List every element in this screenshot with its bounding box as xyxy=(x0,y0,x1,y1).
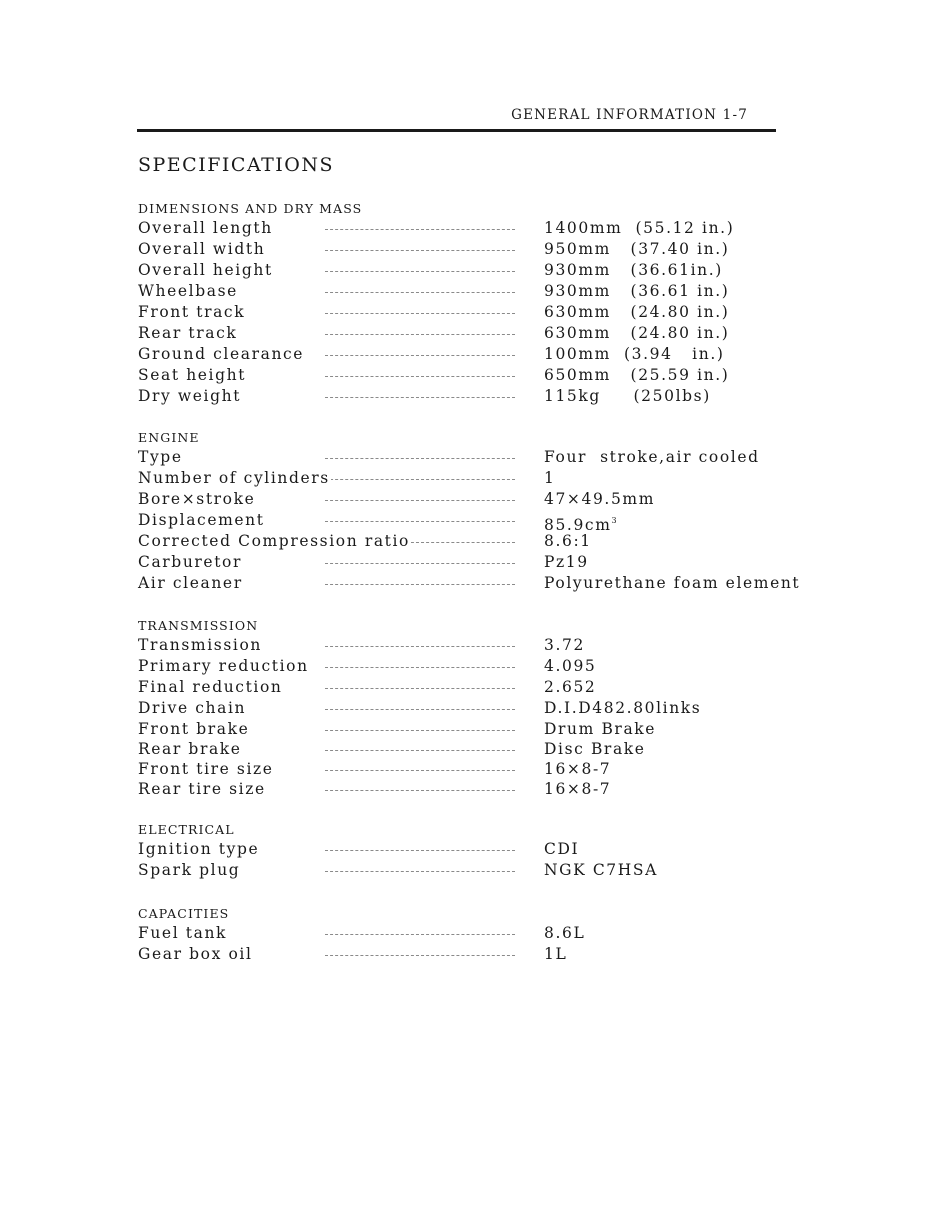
spec-value: 930mm (36.61in.) xyxy=(544,261,723,279)
spec-value: 630mm (24.80 in.) xyxy=(544,303,730,321)
spec-value: 1L xyxy=(544,945,568,963)
spec-row-dry-weight xyxy=(138,386,818,407)
spec-label: Overall length xyxy=(138,219,273,237)
spec-value: NGK C7HSA xyxy=(544,861,658,879)
section-heading: TRANSMISSION xyxy=(138,618,259,633)
dotted-leader xyxy=(325,955,515,956)
dotted-leader xyxy=(325,334,515,335)
spec-label: Drive chain xyxy=(138,699,247,717)
dotted-leader xyxy=(325,750,515,751)
spec-row-spark-plug xyxy=(138,860,818,881)
spec-label: Gear box oil xyxy=(138,945,253,963)
spec-row-front-tire-size xyxy=(138,759,818,779)
spec-row-rear-tire-size xyxy=(138,779,818,799)
section-heading: DIMENSIONS AND DRY MASS xyxy=(138,201,363,216)
spec-row-seat-height xyxy=(138,365,818,386)
spec-label: Front tire size xyxy=(138,760,274,778)
spec-row-bore-stroke xyxy=(138,489,818,510)
spec-value: 1400mm (55.12 in.) xyxy=(544,219,735,237)
spec-label: Fuel tank xyxy=(138,924,228,942)
displacement-number: 85.9cm xyxy=(544,516,612,534)
dotted-leader xyxy=(325,229,515,230)
spec-value: Four stroke,air cooled xyxy=(544,448,760,466)
dotted-leader xyxy=(325,271,515,272)
spec-row-displacement xyxy=(138,510,818,534)
spec-row-number-of-cylinders xyxy=(138,468,818,489)
spec-label: Rear brake xyxy=(138,740,242,758)
dotted-leader xyxy=(325,376,515,377)
spec-value: 16×8-7 xyxy=(544,760,612,778)
dotted-leader xyxy=(325,667,515,668)
spec-label: Front brake xyxy=(138,720,250,738)
spec-label: Primary reduction xyxy=(138,657,309,675)
spec-value: Pz19 xyxy=(544,553,589,571)
spec-row-rear-brake xyxy=(138,739,818,759)
spec-value: Disc Brake xyxy=(544,740,646,758)
spec-label: Final reduction xyxy=(138,678,283,696)
spec-row-wheelbase xyxy=(138,281,818,302)
spec-value: 650mm (25.59 in.) xyxy=(544,366,730,384)
spec-row-overall-width xyxy=(138,239,818,260)
spec-label: Displacement xyxy=(138,511,265,529)
spec-label: Air cleaner xyxy=(138,574,243,592)
spec-value: 16×8-7 xyxy=(544,780,612,798)
page-title: SPECIFICATIONS xyxy=(138,154,335,176)
spec-value: 1 xyxy=(544,469,556,487)
dotted-leader xyxy=(325,790,515,791)
spec-row-air-cleaner xyxy=(138,573,818,594)
running-header: GENERAL INFORMATION 1-7 xyxy=(511,107,748,123)
spec-row-carburetor xyxy=(138,552,818,573)
spec-row-front-track xyxy=(138,302,818,323)
spec-value: Polyurethane foam element xyxy=(544,574,801,592)
spec-label: Wheelbase xyxy=(138,282,238,300)
dotted-leader xyxy=(325,563,515,564)
spec-label: Bore×stroke xyxy=(138,490,256,508)
header-rule xyxy=(137,129,776,132)
spec-label: Front track xyxy=(138,303,246,321)
spec-row-overall-height xyxy=(138,260,818,281)
dotted-leader xyxy=(325,730,515,731)
spec-row-rear-track xyxy=(138,323,818,344)
spec-label: Ignition type xyxy=(138,840,260,858)
dotted-leader xyxy=(325,292,515,293)
spec-value: 100mm (3.94 in.) xyxy=(544,345,725,363)
spec-value: 3.72 xyxy=(544,636,585,654)
dotted-leader xyxy=(325,688,515,689)
spec-value: 2.652 xyxy=(544,678,597,696)
spec-value: CDI xyxy=(544,840,580,858)
spec-label: Overall width xyxy=(138,240,266,258)
section-transmission xyxy=(138,617,818,799)
dotted-leader xyxy=(325,250,515,251)
cubic-superscript: 3 xyxy=(611,516,617,525)
spec-row-overall-length xyxy=(138,218,818,239)
spec-value: 8.6L xyxy=(544,924,586,942)
dotted-leader xyxy=(325,850,515,851)
dotted-leader xyxy=(325,500,515,501)
section-capacities xyxy=(138,905,818,965)
dotted-leader xyxy=(325,313,515,314)
dotted-leader xyxy=(325,355,515,356)
spec-row-compression-ratio xyxy=(138,531,818,552)
spec-label: Ground clearance xyxy=(138,345,305,363)
spec-row-final-reduction xyxy=(138,677,818,698)
spec-label: Overall height xyxy=(138,261,273,279)
dotted-leader xyxy=(325,479,515,480)
spec-row-front-brake xyxy=(138,719,818,739)
spec-row-transmission xyxy=(138,635,818,656)
section-heading: ELECTRICAL xyxy=(138,822,235,837)
dotted-leader xyxy=(325,584,515,585)
section-dimensions xyxy=(138,200,818,407)
spec-label: Rear track xyxy=(138,324,238,342)
spec-value: Drum Brake xyxy=(544,720,657,738)
spec-label: Rear tire size xyxy=(138,780,266,798)
spec-value: 930mm (36.61 in.) xyxy=(544,282,730,300)
spec-row-ground-clearance xyxy=(138,344,818,365)
spec-value: 8.6:1 xyxy=(544,532,592,550)
spec-label: Carburetor xyxy=(138,553,242,571)
dotted-leader xyxy=(325,709,515,710)
spec-row-ignition-type xyxy=(138,839,818,860)
spec-row-primary-reduction xyxy=(138,656,818,677)
dotted-leader xyxy=(325,397,515,398)
spec-value: 950mm (37.40 in.) xyxy=(544,240,730,258)
spec-value: D.I.D482.80links xyxy=(544,699,702,717)
spec-value: 47×49.5mm xyxy=(544,490,656,508)
spec-label: Seat height xyxy=(138,366,247,384)
spec-row-type xyxy=(138,447,818,468)
dotted-leader xyxy=(325,458,515,459)
spec-row-drive-chain xyxy=(138,698,818,719)
spec-label: Spark plug xyxy=(138,861,241,879)
dotted-leader xyxy=(325,770,515,771)
spec-row-fuel-tank xyxy=(138,923,818,944)
spec-label: Transmission xyxy=(138,636,262,654)
spec-value: 4.095 xyxy=(544,657,597,675)
section-heading: CAPACITIES xyxy=(138,906,230,921)
dotted-leader xyxy=(325,646,515,647)
section-electrical xyxy=(138,821,818,881)
dotted-leader xyxy=(325,871,515,872)
spec-label: Corrected Compression ratio xyxy=(138,532,410,550)
dotted-leader xyxy=(325,934,515,935)
spec-row-gear-box-oil xyxy=(138,944,818,965)
spec-value: 630mm (24.80 in.) xyxy=(544,324,730,342)
section-heading: ENGINE xyxy=(138,430,200,445)
spec-label: Number of cylinders xyxy=(138,469,330,487)
spec-label: Dry weight xyxy=(138,387,242,405)
spec-label: Type xyxy=(138,448,183,466)
dotted-leader xyxy=(325,521,515,522)
spec-value: 115kg (250lbs) xyxy=(544,387,711,405)
section-engine xyxy=(138,429,818,594)
